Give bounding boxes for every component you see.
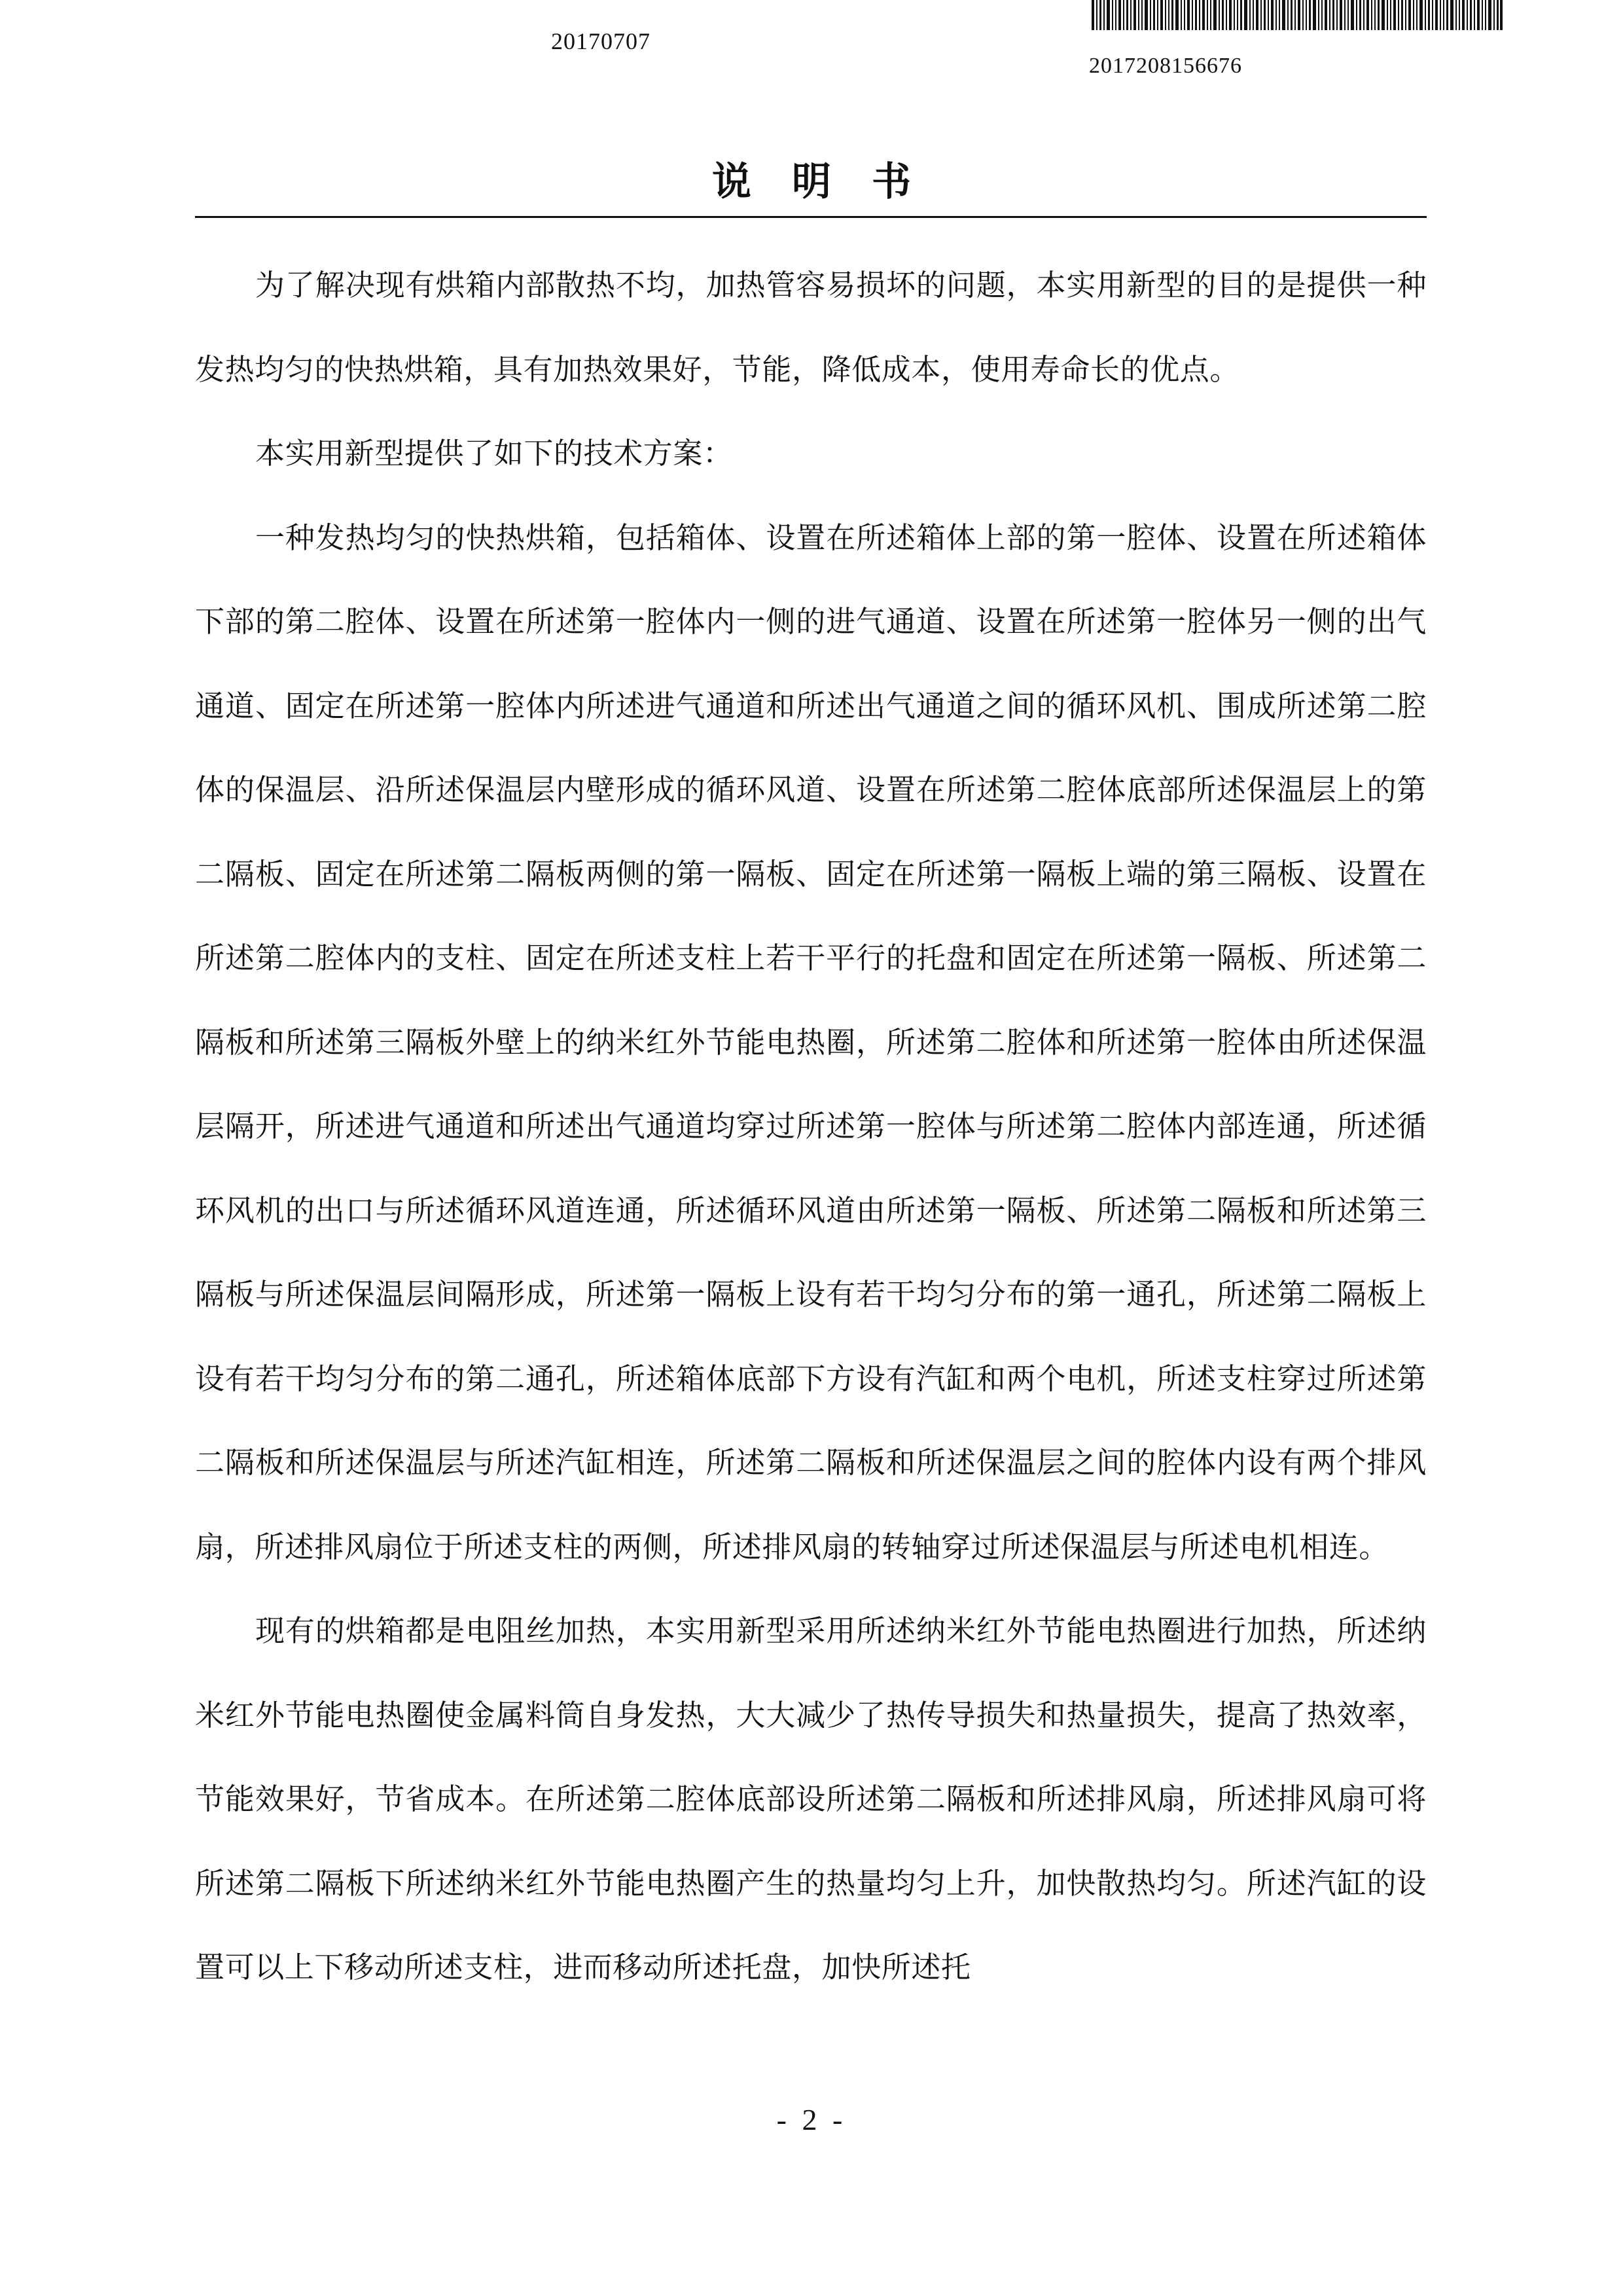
paragraph: 本实用新型提供了如下的技术方案： <box>255 436 733 471</box>
document-body <box>195 243 1427 2010</box>
barcode <box>1092 0 1503 30</box>
page-number: - 2 - <box>776 2103 847 2136</box>
paragraph: 一种发热均匀的快热烘箱，包括箱体、设置在所述箱体上部的第一腔体、设置在所述箱体下部的第二腔体、设置在所述第一腔体内一侧的进气通道、设置在所述第一腔体另一侧的出气通道、固定在所述第一腔体内所述进气通道和所述出气通道之间的循环风机、围成所述第二腔体的保温层、沿所述保温层内壁形成的循环风道、设置在所述第二腔体底部所述保温层上的第二隔板、固定在所述第二隔板两侧的第一隔板、固定在所述第一隔板上端的第三隔板、设置在所述第二腔体内的支柱、固定在所述支柱上若干平行的托盘和固定在所述第一隔板、所述第二隔板和所述第三隔板外壁上的纳米红外节能电热圈，所述第二腔体和所述第一腔体由所述保温层隔开，所述进气通道和所述出气通道均穿过所述第一腔体与所述第二腔体内部连通，所述循环风机的出口与所述循环风道连通，所述循环风道由所述第一隔板、所述第二隔板和所述第三隔板与所述保温层间隔形成，所述第一隔板上设有若干均匀分布的第一通孔，所述第二隔板上设有若干均匀分布的第二通孔，所述箱体底部下方设有汽缸和两个电机，所述支柱穿过所述第二隔板和所述保温层与所述汽缸相连，所述第二隔板和所述保温层之间的腔体内设有两个排风扇，所述排风扇位于所述支柱的两侧，所述排风扇的转轴穿过所述保温层与所述电机相连。 <box>195 520 1427 1564</box>
paragraph: 为了解决现有烘箱内部散热不均，加热管容易损坏的问题，本实用新型的目的是提供一种发热均匀的快热烘箱，具有加热效果好，节能，降低成本，使用寿命长的优点。 <box>195 268 1427 387</box>
paragraph: 现有的烘箱都是电阻丝加热，本实用新型采用所述纳米红外节能电热圈进行加热，所述纳米红外节能电热圈使金属料筒自身发热，大大减少了热传导损失和热量损失，提高了热效率，节能效果好，节省成本。在所述第二腔体底部设所述第二隔板和所述排风扇，所述排风扇可将所述第二隔板下所述纳米红外节能电热圈产生的热量均匀上升，加快散热均匀。所述汽缸的设置可以上下移动所述支柱，进而移动所述托盘，加快所述托 <box>195 1613 1427 1984</box>
title-underline <box>195 216 1427 218</box>
page-title: 说明书 <box>712 159 952 205</box>
application-number: 2017208156676 <box>1089 54 1242 78</box>
filing-date: 20170707 <box>551 28 651 54</box>
